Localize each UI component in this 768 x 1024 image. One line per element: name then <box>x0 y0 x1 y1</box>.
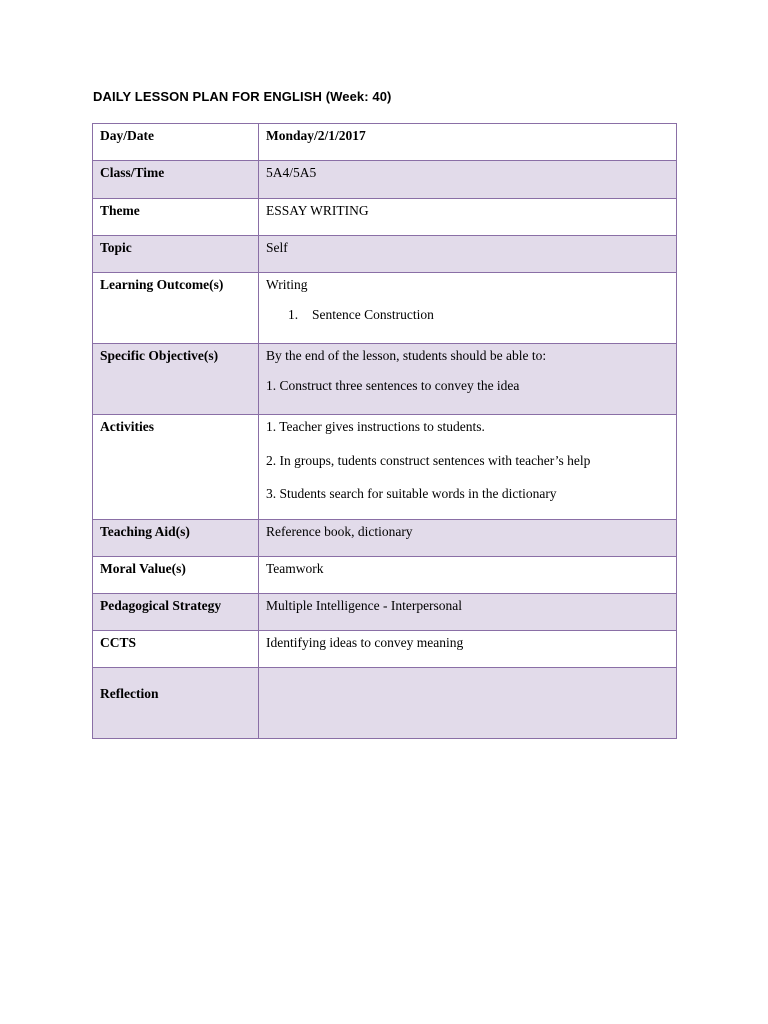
moral-values-value: Teamwork <box>259 557 677 594</box>
row-moral-values <box>93 557 677 594</box>
class-time-value: 5A4/5A5 <box>259 161 677 199</box>
learning-outcome-item-number: 1. <box>288 306 299 322</box>
specific-objective-value <box>259 344 677 415</box>
pedagogical-strategy-label: Pedagogical Strategy <box>93 594 259 631</box>
pedagogical-strategy-value: Multiple Intelligence - Interpersonal <box>259 594 677 631</box>
row-specific-objective <box>93 344 677 415</box>
row-ccts <box>93 631 677 668</box>
theme-value: ESSAY WRITING <box>259 199 677 236</box>
activities-label: Activities <box>93 415 259 520</box>
ccts-value: Identifying ideas to convey meaning <box>259 631 677 668</box>
teaching-aids-value: Reference book, dictionary <box>259 520 677 557</box>
moral-values-label: Moral Value(s) <box>93 557 259 594</box>
activity-item: 1. Teacher gives instructions to students. <box>266 419 485 434</box>
class-time-label: Class/Time <box>93 161 259 199</box>
row-theme <box>93 199 677 236</box>
document-title: DAILY LESSON PLAN FOR ENGLISH (Week: 40) <box>93 89 392 104</box>
row-teaching-aids <box>93 520 677 557</box>
day-date-label: Day/Date <box>93 124 259 161</box>
lesson-plan-table <box>92 123 677 739</box>
teaching-aids-label: Teaching Aid(s) <box>93 520 259 557</box>
activity-item: 3. Students search for suitable words in the dictionary <box>266 486 557 502</box>
row-class-time <box>93 161 677 199</box>
learning-outcome-item-text: Sentence Construction <box>312 306 434 322</box>
row-pedagogical-strategy <box>93 594 677 631</box>
topic-value: Self <box>259 236 677 273</box>
row-reflection <box>93 668 677 739</box>
activities-value <box>259 415 677 520</box>
reflection-label: Reflection <box>93 668 259 739</box>
row-activities <box>93 415 677 520</box>
specific-objective-label: Specific Objective(s) <box>93 344 259 415</box>
learning-outcome-heading: Writing <box>266 277 308 292</box>
row-topic <box>93 236 677 273</box>
activity-item: 2. In groups, tudents construct sentences with teacher’s help <box>266 452 591 468</box>
specific-objective-item: 1. Construct three sentences to convey the idea <box>266 377 520 393</box>
day-date-value: Monday/2/1/2017 <box>259 124 677 161</box>
learning-outcome-item <box>266 307 669 323</box>
theme-label: Theme <box>93 199 259 236</box>
row-day-date <box>93 124 677 161</box>
learning-outcome-value <box>259 273 677 344</box>
topic-label: Topic <box>93 236 259 273</box>
row-learning-outcome <box>93 273 677 344</box>
learning-outcome-label: Learning Outcome(s) <box>93 273 259 344</box>
specific-objective-intro: By the end of the lesson, students should be able to: <box>266 348 547 363</box>
reflection-value <box>259 668 677 739</box>
ccts-label: CCTS <box>93 631 259 668</box>
